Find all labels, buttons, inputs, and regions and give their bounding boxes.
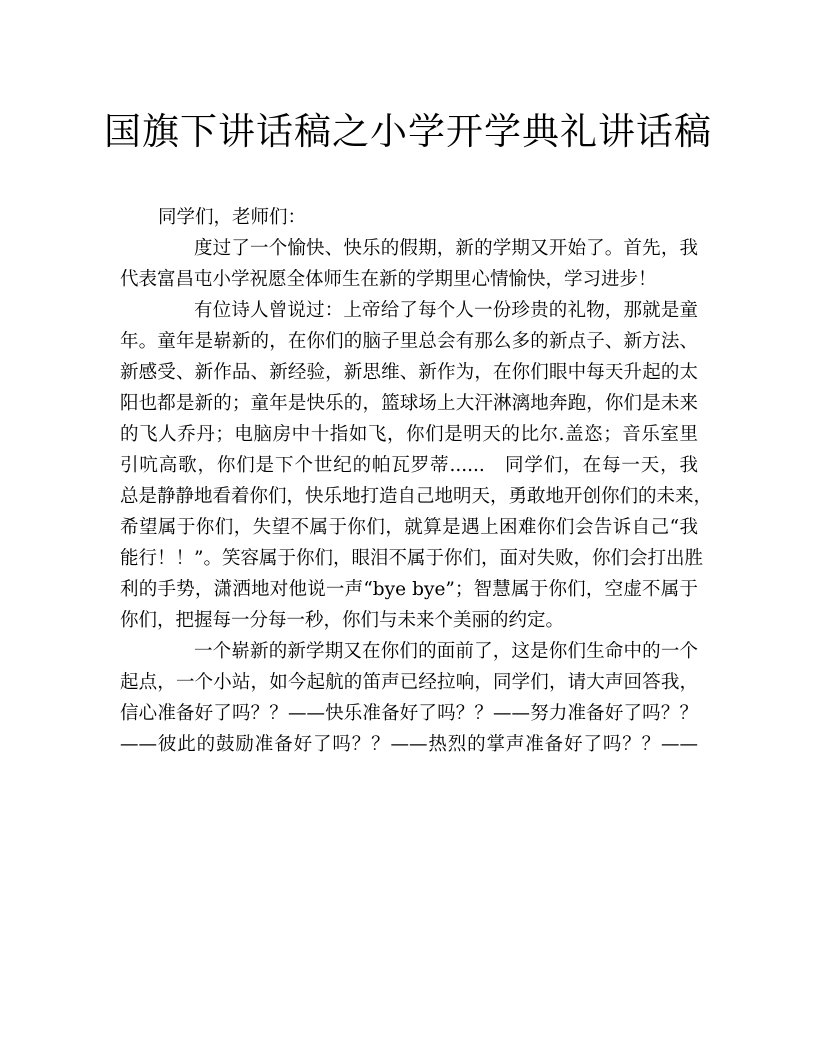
paragraph-line: 信心准备好了吗？？——快乐准备好了吗？？——努力准备好了吗？？ bbox=[120, 703, 698, 724]
paragraph-3 bbox=[120, 636, 698, 760]
paragraph-line: 一个崭新的新学期又在你们的面前了，这是你们生命中的一个 bbox=[194, 641, 698, 662]
paragraph-line: 年。童年是崭新的，在你们的脑子里总会有那么多的新点子、新方法、 bbox=[120, 331, 698, 352]
paragraph-1 bbox=[120, 233, 698, 295]
salutation: 同学们，老师们： bbox=[158, 207, 307, 228]
paragraph-line: 代表富昌屯小学祝愿全体师生在新的学期里心情愉快，学习进步！ bbox=[120, 269, 657, 290]
paragraph-line: ——彼此的鼓励准备好了吗？？——热烈的掌声准备好了吗？？—— bbox=[120, 734, 698, 755]
paragraph-line: 希望属于你们，失望不属于你们，就算是遇上困难你们会告诉自己“我 bbox=[120, 517, 698, 538]
paragraph-line: 利的手势，潇洒地对他说一声“bye bye”；智慧属于你们，空虚不属于 bbox=[120, 579, 698, 600]
paragraph-line: 的飞人乔丹；电脑房中十指如飞，你们是明天的比尔.盖恣；音乐室里 bbox=[120, 424, 698, 445]
paragraph-line: 起点，一个小站，如今起航的笛声已经拉响，同学们，请大声回答我， bbox=[120, 672, 698, 693]
paragraph-line: 总是静静地看着你们，快乐地打造自己地明天，勇敢地开创你们的未来， bbox=[120, 486, 713, 507]
paragraph-line: 度过了一个愉快、快乐的假期，新的学期又开始了。首先，我 bbox=[194, 238, 698, 259]
paragraph-line: 引吭高歌，你们是下个世纪的帕瓦罗蒂...... 同学们，在每一天，我 bbox=[120, 455, 698, 476]
paragraph-line: 新感受、新作品、新经验，新思维、新作为，在你们眼中每天升起的太 bbox=[120, 362, 698, 383]
paragraph-line: 阳也都是新的；童年是快乐的，篮球场上大汗淋漓地奔跑，你们是未来 bbox=[120, 393, 698, 414]
document-body bbox=[120, 202, 713, 760]
paragraph-line: 你们，把握每一分每一秒，你们与未来个美丽的约定。 bbox=[120, 610, 565, 631]
paragraph-2 bbox=[120, 295, 713, 636]
paragraph-line: 能行！！”。笑容属于你们，眼泪不属于你们，面对失败，你们会打出胜 bbox=[120, 548, 703, 569]
paragraph-line: 有位诗人曾说过：上帝给了每个人一份珍贵的礼物，那就是童 bbox=[194, 300, 698, 321]
document-title: 国旗下讲话稿之小学开学典礼讲话稿 bbox=[104, 110, 712, 153]
